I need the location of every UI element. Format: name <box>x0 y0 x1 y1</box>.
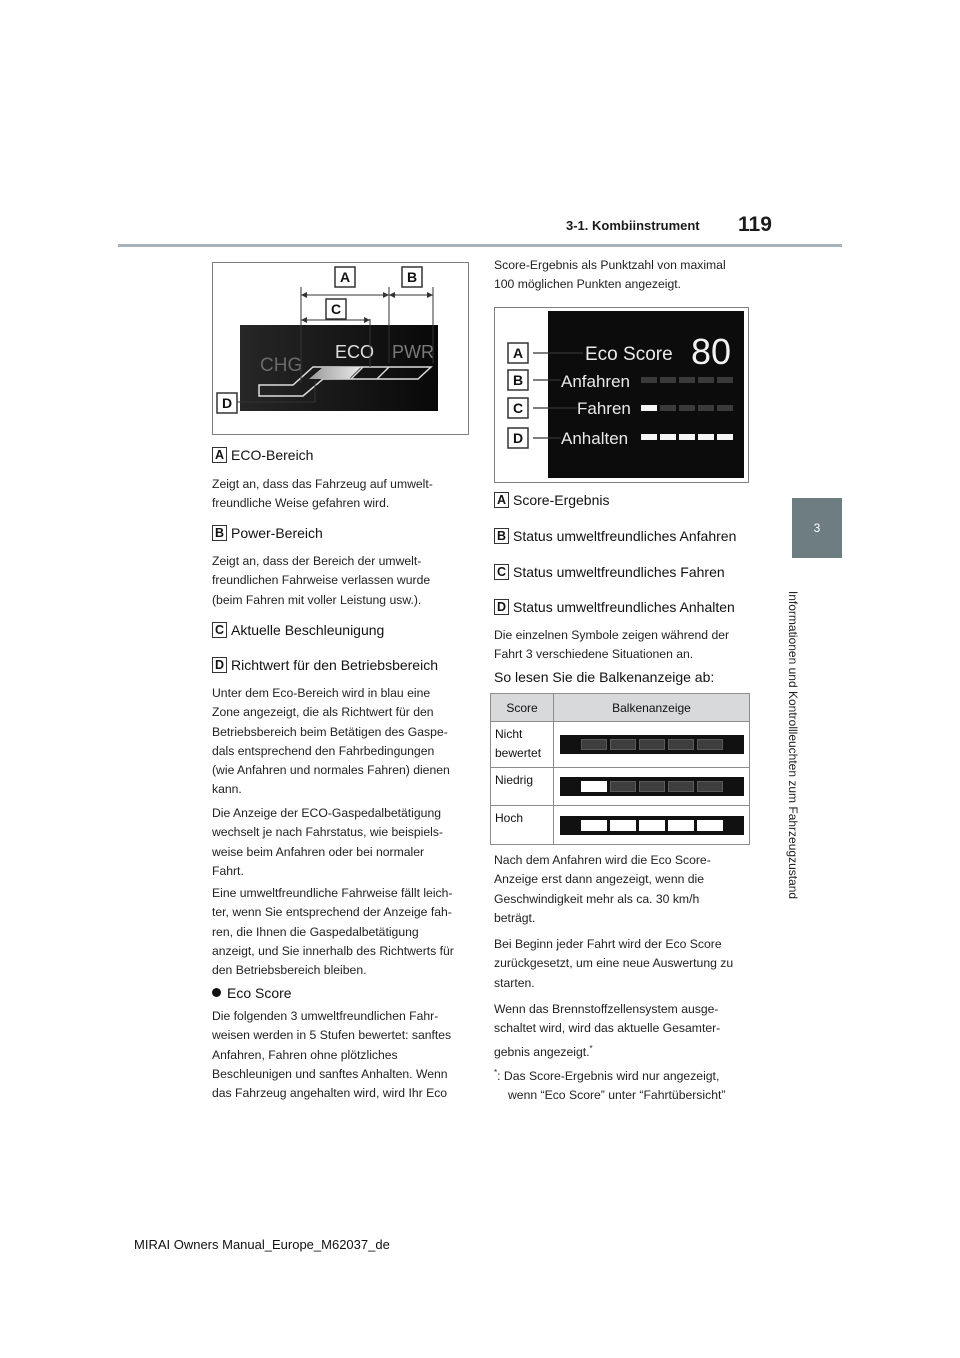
text-line: Betriebsbereich beim Betätigen des Gaspe- <box>212 724 448 739</box>
legend-item-d <box>212 657 438 673</box>
bar-segment <box>639 820 665 831</box>
bar-segment <box>697 739 723 750</box>
callout-a: A <box>339 269 351 285</box>
bullet-icon <box>212 988 221 997</box>
text-line: Das Score-Ergebnis wird nur angezeigt, <box>503 1069 720 1084</box>
table-row <box>491 768 750 806</box>
legend-item-c <box>212 622 384 638</box>
text-line: Zone angezeigt, die als Richtwert für den <box>212 705 434 720</box>
row-fahren-label: Fahren <box>577 399 631 418</box>
score-bar-segment <box>717 434 733 440</box>
bar-display-table <box>490 693 750 845</box>
text-line: wechselt je nach Fahrstatus, wie beispiels- <box>212 825 443 840</box>
score-bar-segment <box>679 434 695 440</box>
score-cell <box>491 806 554 845</box>
eco-zone-paragraph <box>212 684 450 800</box>
table-row <box>491 806 750 845</box>
eco-driving-paragraph <box>212 884 454 980</box>
bar-segment <box>697 781 723 792</box>
text-line: 100 möglichen Punkten angezeigt. <box>494 277 682 292</box>
text-line: Zeigt an, dass der Bereich der umwelt- <box>212 554 422 568</box>
bar-segment <box>668 739 694 750</box>
row-anhalten-label: Anhalten <box>561 429 629 448</box>
score-bar-segment <box>698 377 714 383</box>
callout-c: C <box>512 400 524 416</box>
score-bar-segment <box>679 405 695 411</box>
key-letter-d: D <box>494 599 509 615</box>
score-item-a <box>494 492 610 508</box>
callout-a: A <box>512 345 524 361</box>
text-line: Anzeige erst dann angezeigt, wenn die <box>494 872 705 887</box>
table-heading: So lesen Sie die Balkenanzeige ab: <box>494 669 715 685</box>
key-letter-c: C <box>494 564 509 580</box>
score-title-d: Status umweltfreundliches Anhalten <box>513 599 735 615</box>
text-line: starten. <box>494 975 535 990</box>
text-line: ter, wenn Sie entsprechend der Anzeige fah- <box>212 905 452 920</box>
chg-label: CHG <box>260 355 303 376</box>
bar-segment <box>639 739 665 750</box>
score-bar-segment <box>717 405 733 411</box>
bar-segment <box>668 820 694 831</box>
text-line: wenn “Eco Score” unter “Fahrtübersicht” <box>508 1088 726 1103</box>
table-header-bar: Balkenanzeige <box>554 694 750 722</box>
text-line: zurückgesetzt, um eine neue Auswertung zu <box>494 956 734 971</box>
text-line: Fahrt. <box>212 863 244 878</box>
eco-score-illustration <box>495 308 748 482</box>
text-line: Anfahren, Fahren ohne plötzliches <box>212 1047 398 1062</box>
row-anfahren-label: Anfahren <box>561 372 630 391</box>
bar-segment <box>610 781 636 792</box>
score-bar-segment <box>660 405 676 411</box>
score-bar-segment <box>698 434 714 440</box>
footnote-marker: * <box>589 1043 593 1053</box>
score-cell <box>491 768 554 806</box>
shutdown-paragraph <box>494 1000 720 1062</box>
score-title-c: Status umweltfreundliches Fahren <box>513 564 725 580</box>
text-line: (wie Anfahren und normales Fahren) dienen <box>212 763 450 778</box>
bar-segment <box>639 781 665 792</box>
text-line: Zeigt an, dass das Fahrzeug auf umwelt- <box>212 477 433 491</box>
legend-title-d: Richtwert für den Betriebsbereich <box>231 657 438 673</box>
score-item-c <box>494 564 725 580</box>
footer-text: MIRAI Owners Manual_Europe_M62037_de <box>134 1237 390 1252</box>
text-line: beträgt. <box>494 910 536 925</box>
score-item-d <box>494 599 735 615</box>
bar-indicator <box>560 735 744 754</box>
legend-item-a <box>212 447 313 463</box>
symbols-paragraph <box>494 626 729 665</box>
score-cell <box>491 722 554 768</box>
key-letter-c: C <box>212 622 227 638</box>
bar-segment <box>581 781 607 792</box>
text-line: Die folgenden 3 umweltfreundlichen Fahr- <box>212 1009 439 1023</box>
key-letter-d: D <box>212 657 227 673</box>
callout-d: D <box>221 395 233 411</box>
score-text: bewertet <box>495 746 542 760</box>
bar-segment <box>581 739 607 750</box>
score-bar-segment <box>641 434 657 440</box>
legend-text-a <box>212 475 433 514</box>
score-bar-segment <box>660 434 676 440</box>
text-line: freundlichen Fahrweise verlassen wurde <box>212 573 431 588</box>
legend-title-a: ECO-Bereich <box>231 447 314 463</box>
callout-b: B <box>406 269 418 285</box>
text-line: Unter dem Eco-Bereich wird in blau eine <box>212 686 431 700</box>
text-line: Eine umweltfreundliche Fahrweise fällt leich- <box>212 886 453 900</box>
score-text: Nicht <box>495 727 523 741</box>
text-line: Fahrt 3 verschiedene Situationen an. <box>494 647 694 662</box>
key-letter-a: A <box>212 447 227 463</box>
eco-label: ECO <box>335 342 375 362</box>
score-title-b: Status umweltfreundliches Anfahren <box>513 528 737 544</box>
bar-segment <box>697 820 723 831</box>
score-item-b <box>494 528 736 544</box>
bar-cell <box>554 806 750 845</box>
footnote: *: Das Score-Ergebnis wird nur angezeigt, wenn “Eco Score” unter “Fahrtübersicht” <box>494 1063 725 1106</box>
eco-score-figure <box>494 307 749 483</box>
text-line: dals entsprechend den Fahrbedingungen <box>212 743 435 758</box>
text-line: das Fahrzeug angehalten wird, wird Ihr Eco <box>212 1086 448 1101</box>
text-line: anzeigt, und Sie innerhalb des Richtwerts für <box>212 943 454 958</box>
text-line: Bei Beginn jeder Fahrt wird der Eco Score <box>494 937 722 951</box>
score-bar-segment <box>679 377 695 383</box>
bar-segment <box>610 820 636 831</box>
text-line: (beim Fahren mit voller Leistung usw.). <box>212 592 422 607</box>
key-letter-a: A <box>494 492 509 508</box>
table-header-row <box>491 694 750 722</box>
bar-segment <box>668 781 694 792</box>
callout-d: D <box>512 430 524 446</box>
text-line: schaltet wird, wird das aktuelle Gesamter- <box>494 1021 721 1036</box>
pwr-label: PWR <box>392 342 434 362</box>
legend-title-b: Power-Bereich <box>231 525 323 541</box>
legend-title-c: Aktuelle Beschleunigung <box>231 622 385 638</box>
text-line: Geschwindigkeit mehr als ca. 30 km/h <box>494 891 700 906</box>
score-bar-segment <box>698 405 714 411</box>
text-line: Wenn das Brennstoffzellensystem ausge- <box>494 1002 719 1016</box>
text-line: Beschleunigen und sanftes Anhalten. Wenn <box>212 1066 448 1081</box>
eco-score-value: 80 <box>691 331 732 372</box>
text-line: den Betriebsbereich bleiben. <box>212 963 367 978</box>
text-line: kann. <box>212 782 242 797</box>
eco-score-title: Eco Score <box>585 344 673 365</box>
text-line: Die Anzeige der ECO-Gaspedalbetätigung <box>212 806 441 820</box>
eco-score-paragraph <box>212 1007 451 1103</box>
reset-paragraph <box>494 935 733 993</box>
key-letter-b: B <box>494 528 509 544</box>
score-bar-segment <box>660 377 676 383</box>
table-header-score: Score <box>491 694 554 722</box>
table-row <box>491 722 750 768</box>
text-line: weisen werden in 5 Stufen bewertet: sanftes <box>212 1028 452 1043</box>
eco-indicator-figure <box>212 262 469 435</box>
legend-text-b <box>212 552 430 610</box>
chapter-number: 3 <box>813 521 821 535</box>
bar-segment <box>581 820 607 831</box>
footnote-marker: * <box>494 1068 498 1077</box>
eco-indicator-illustration <box>213 263 468 434</box>
chapter-title-text: Informationen und Kontrollleuchten zum Fahrzeugzustand <box>786 590 800 900</box>
text-line: Nach dem Anfahren wird die Eco Score- <box>494 853 711 867</box>
page-number: 119 <box>738 213 772 236</box>
text-line: gebnis angezeigt. <box>494 1044 590 1059</box>
chapter-side-title <box>770 565 816 925</box>
callout-b: B <box>512 372 524 388</box>
text-line: Score-Ergebnis als Punktzahl von maximal <box>494 258 726 272</box>
legend-item-b <box>212 525 323 541</box>
score-bar-segment <box>641 405 657 411</box>
pedal-display-paragraph <box>212 804 443 881</box>
callout-c: C <box>330 301 342 317</box>
bar-indicator <box>560 816 744 835</box>
header-rule <box>118 244 842 247</box>
eco-score-heading-text: Eco Score <box>227 985 292 1001</box>
score-text: Hoch <box>495 811 524 825</box>
eco-score-heading <box>212 985 292 1001</box>
text-line: Die einzelnen Symbole zeigen während der <box>494 628 730 642</box>
text-line: freundliche Weise gefahren wird. <box>212 496 390 511</box>
score-title-a: Score-Ergebnis <box>513 492 610 508</box>
text-line: ren, die Ihnen die Gaspedalbetätigung <box>212 924 419 939</box>
key-letter-b: B <box>212 525 227 541</box>
bar-segment <box>610 739 636 750</box>
score-bar-segment <box>717 377 733 383</box>
display-start-paragraph <box>494 851 711 928</box>
chapter-tab <box>792 498 842 558</box>
text-line: weise beim Anfahren oder bei normaler <box>212 844 425 859</box>
bar-cell <box>554 722 750 768</box>
right-intro-paragraph <box>494 256 726 295</box>
section-title: 3-1. Kombiinstrument <box>566 218 700 233</box>
bar-cell <box>554 768 750 806</box>
score-text: Niedrig <box>495 773 534 787</box>
score-bar-segment <box>641 377 657 383</box>
bar-indicator <box>560 777 744 796</box>
